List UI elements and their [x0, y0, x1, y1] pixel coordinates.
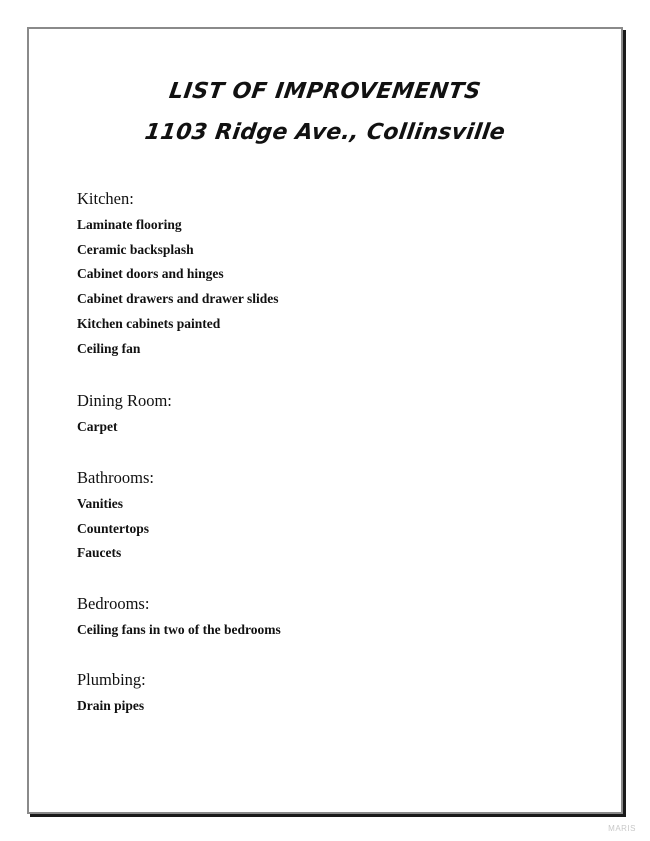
document-subtitle: 1103 Ridge Ave., Collinsville [143, 120, 507, 145]
section-kitchen [77, 189, 279, 361]
document-page [27, 27, 623, 814]
section-bedrooms [77, 594, 281, 643]
list-item: Faucets [77, 545, 122, 561]
list-item: Drain pipes [77, 698, 145, 713]
list-item: Vanities [77, 496, 124, 511]
section-bathrooms [77, 468, 154, 566]
list-item: Cabinet drawers and drawer slides [77, 291, 279, 307]
list-item: Laminate flooring [77, 217, 182, 232]
list-item: Carpet [77, 419, 118, 434]
watermark: MARIS [608, 824, 636, 833]
section-heading: Plumbing: [77, 670, 146, 689]
section-heading: Bedrooms: [77, 594, 150, 613]
list-item: Kitchen cabinets painted [77, 315, 221, 331]
section-heading: Dining Room: [77, 391, 172, 410]
list-item: Ceramic backsplash [77, 241, 194, 257]
list-item: Ceiling fan [77, 340, 141, 356]
section-plumbing [77, 670, 146, 719]
list-item: Ceiling fans in two of the bedrooms [77, 622, 281, 637]
section-heading: Kitchen: [77, 189, 134, 208]
section-dining-room [77, 391, 172, 440]
section-heading: Bathrooms: [77, 468, 154, 487]
list-item: Countertops [77, 520, 150, 536]
list-item: Cabinet doors and hinges [77, 266, 224, 282]
document-title: LIST OF IMPROVEMENTS [167, 79, 483, 104]
